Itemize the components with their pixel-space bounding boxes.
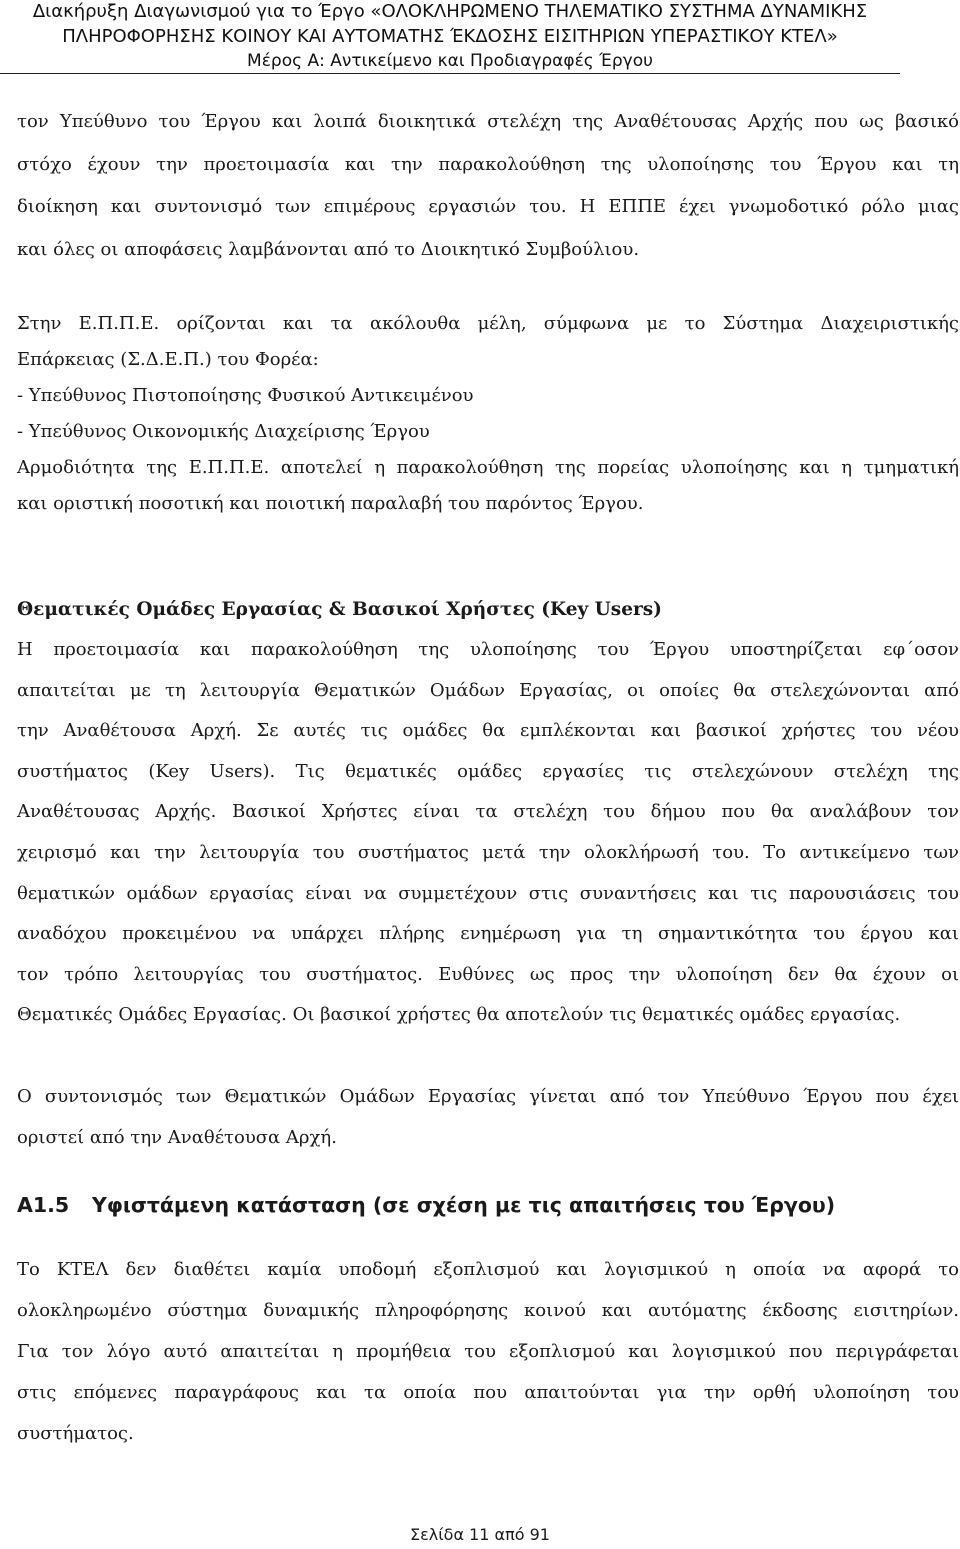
text-line: χειρισμό και την λειτουργία του συστήματος μετά την ολοκλήρωσή του. Το αντικείμενο των [17, 841, 959, 863]
section-number: Α1.5 [17, 1193, 70, 1217]
text-line: Η προετοιμασία και παρακολούθηση της υλοποίησης του Έργου υποστηρίζεται εφ΄οσον [17, 639, 959, 660]
text-line: τον τρόπο λειτουργίας του συστήματος. Ευθύνες ως προς την υλοποίηση δεν θα έχουν οι [17, 963, 959, 985]
header-title-line-2: ΠΛΗΡΟΦΟΡΗΣΗΣ ΚΟΙΝΟΥ ΚΑΙ ΑΥΤΟΜΑΤΗΣ ΈΚΔΟΣΗΣ ΕΙΣΙΤΗΡΙΩΝ ΥΠΕΡΑΣΤΙΚΟΥ ΚΤΕΛ» [62, 25, 838, 47]
header-title-line-1: Διακήρυξη Διαγωνισμού για το Έργο «ΟΛΟΚΛΗΡΩΜΕΝΟ ΤΗΛΕΜΑΤΙΚΟ ΣΥΣΤΗΜΑ ΔΥΝΑΜΙΚΗΣ [32, 1, 868, 22]
text-line: Το ΚΤΕΛ δεν διαθέτει καμία υποδομή εξοπλισμού και λογισμικού η οποία να αφορά το [17, 1259, 959, 1280]
text-line: αναδόχου προκειμένου να υπάρχει πλήρης ενημέρωση για τη σημαντικότητα του έργου και [17, 923, 959, 945]
text-line: Στην Ε.Π.Π.Ε. ορίζονται και τα ακόλουθα μέλη, σύμφωνα με το Σύστημα Διαχειριστικής [17, 313, 959, 334]
member-item: - Υπεύθυνος Οικονομικής Διαχείρισης Έργου [17, 421, 430, 442]
text-line: στις επόμενες παραγράφους και τα οποία που απαιτούνται για την ορθή υλοποίηση του [17, 1382, 959, 1403]
header-subtitle: Μέρος Α: Αντικείμενο και Προδιαγραφές Έργου [247, 51, 653, 71]
text-line: θεματικών ομάδων εργασίας είναι να συμμετέχουν στις συναντήσεις και τις παρουσιάσεις του [17, 882, 959, 904]
section-heading [17, 1193, 835, 1217]
text-line: και οριστική ποσοτική και ποιοτική παραλαβή του παρόντος Έργου. [17, 493, 644, 514]
text-line: Θεματικές Ομάδες Εργασίας. Οι βασικοί χρήστες θα αποτελούν τις θεματικές ομάδες εργασίας. [17, 1004, 901, 1026]
page-header [0, 0, 900, 74]
paragraph-epppe-members [17, 306, 959, 522]
section-title: Υφιστάμενη κατάσταση (σε σχέση με τις απαιτήσεις του Έργου) [92, 1193, 836, 1217]
text-line: Αρμοδιότητα της Ε.Π.Π.Ε. αποτελεί η παρακολούθηση της πορείας υλοποίησης και η τμηματική [17, 457, 959, 478]
member-item: - Υπεύθυνος Πιστοποίησης Φυσικού Αντικειμένου [17, 385, 474, 406]
page-number: Σελίδα 11 από 91 [410, 1525, 550, 1544]
text-line: ολοκληρωμένο σύστημα δυναμικής πληροφόρησης κοινού και αυτόματης έκδοσης εισιτηρίων. [17, 1300, 959, 1321]
text-line: οριστεί από την Αναθέτουσα Αρχή. [17, 1127, 337, 1148]
teams-heading: Θεματικές Ομάδες Εργασίας & Βασικοί Χρήστες (Key Users) [17, 599, 662, 620]
text-line: Για τον λόγο αυτό απαιτείται η προμήθεια του εξοπλισμού και λογισμικού που περιγράφεται [17, 1341, 959, 1362]
text-line: τον Υπεύθυνο του Έργου και λοιπά διοικητικά στελέχη της Αναθέτουσας Αρχής που ως βασικό [17, 111, 959, 132]
text-line: συστήματος (Key Users). Τις θεματικές ομάδες εργασίες τις στελεχώνουν στελέχη της [17, 760, 959, 782]
text-line: διοίκηση και συντονισμό των επιμέρους εργασιών του. Η ΕΠΠΕ έχει γνωμοδοτικό ρόλο μιας [17, 196, 959, 217]
text-line: Αναθέτουσας Αρχής. Βασικοί Χρήστες είναι τα στελέχη του δήμου που θα αναλάβουν τον [17, 801, 959, 823]
text-line: απαιτείται με τη λειτουργία Θεματικών Ομάδων Εργασίας, οι οποίες θα στελεχώνονται από [17, 679, 959, 701]
text-line: στόχο έχουν την προετοιμασία και την παρακολούθηση της υλοποίησης του Έργου και τη [17, 153, 959, 175]
paragraph-thematic-teams [17, 630, 959, 1036]
header-divider [0, 73, 900, 74]
paragraph-current-state [17, 1249, 959, 1454]
text-line: Ο συντονισμός των Θεματικών Ομάδων Εργασίας γίνεται από τον Υπεύθυνο Έργου που έχει [17, 1086, 959, 1107]
text-line: Επάρκειας (Σ.Δ.Ε.Π.) του Φορέα: [17, 349, 319, 370]
text-line: και όλες οι αποφάσεις λαμβάνονται από το Διοικητικό Συμβούλιου. [17, 238, 640, 260]
paragraph-coordination [17, 1076, 959, 1158]
text-line: την Αναθέτουσα Αρχή. Σε αυτές τις ομάδες θα εμπλέκονται και βασικοί χρήστες του νέου [17, 720, 959, 742]
paragraph-epppe-role [17, 101, 959, 271]
text-line: συστήματος. [17, 1423, 134, 1444]
